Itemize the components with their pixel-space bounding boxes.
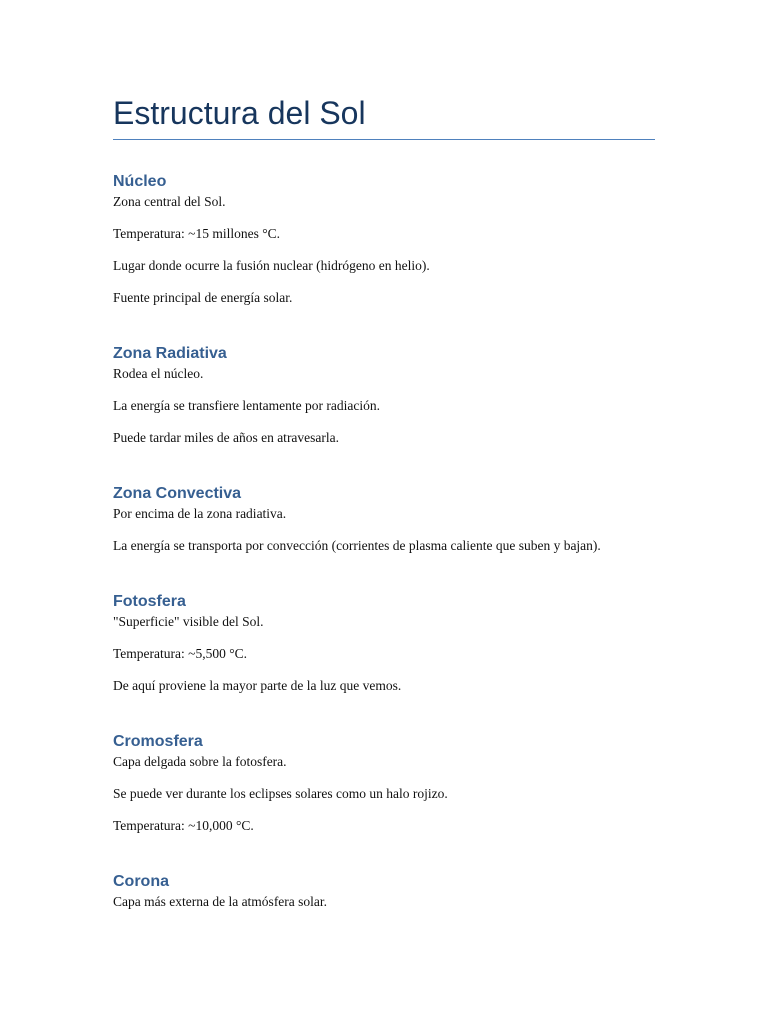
paragraph: Por encima de la zona radiativa. [113, 506, 287, 521]
section-nucleo [113, 172, 655, 306]
section-heading: Fotosfera [113, 593, 186, 610]
paragraph: "Superficie" visible del Sol. [113, 614, 264, 629]
document-title: Estructura del Sol [113, 95, 366, 131]
paragraph: La energía se transporta por convección (corrientes de plasma caliente que suben y bajan). [113, 538, 601, 553]
paragraph: Fuente principal de energía solar. [113, 290, 293, 305]
section-heading: Zona Radiativa [113, 345, 227, 362]
paragraph: Capa delgada sobre la fotosfera. [113, 754, 287, 769]
paragraph: Puede tardar miles de años en atravesarla. [113, 430, 340, 445]
paragraph: Temperatura: ~5,500 °C. [113, 646, 247, 661]
paragraph: Lugar donde ocurre la fusión nuclear (hidrógeno en helio). [113, 258, 430, 273]
paragraph: Temperatura: ~10,000 °C. [113, 818, 254, 833]
section-fotosfera [113, 592, 655, 694]
section-heading: Cromosfera [113, 733, 203, 750]
title-underline [113, 139, 655, 140]
section-cromosfera [113, 732, 655, 834]
paragraph: Se puede ver durante los eclipses solares como un halo rojizo. [113, 786, 448, 801]
paragraph: Temperatura: ~15 millones °C. [113, 226, 280, 241]
paragraph: Zona central del Sol. [113, 194, 226, 209]
section-heading: Núcleo [113, 173, 167, 190]
paragraph: Capa más externa de la atmósfera solar. [113, 894, 328, 909]
section-heading: Corona [113, 873, 169, 890]
section-zona-radiativa [113, 344, 655, 446]
section-zona-convectiva [113, 484, 655, 554]
section-corona [113, 872, 655, 910]
section-heading: Zona Convectiva [113, 485, 242, 502]
paragraph: Rodea el núcleo. [113, 366, 204, 381]
paragraph: La energía se transfiere lentamente por radiación. [113, 398, 380, 413]
paragraph: De aquí proviene la mayor parte de la luz que vemos. [113, 678, 402, 693]
